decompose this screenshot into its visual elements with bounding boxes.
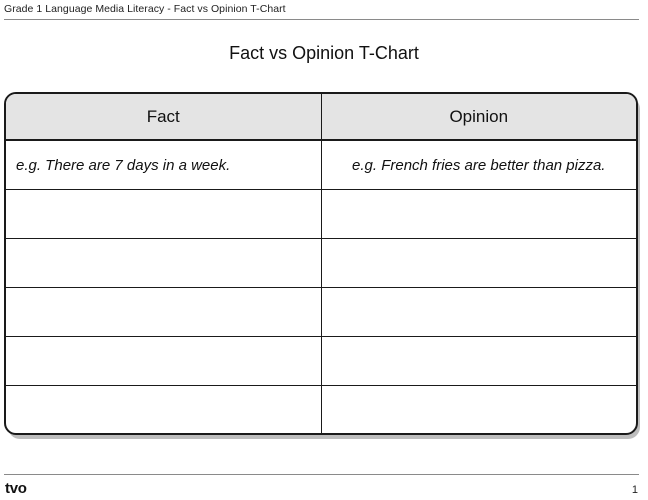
table-row [6, 288, 636, 337]
table-row [6, 239, 636, 288]
table-row [6, 190, 636, 239]
opinion-cell [321, 239, 636, 288]
opinion-cell: e.g. French fries are better than pizza. [352, 156, 606, 174]
table-row [6, 337, 636, 386]
t-chart-table [6, 94, 636, 434]
t-chart [4, 92, 638, 435]
fact-cell [6, 190, 321, 239]
tvo-logo: tvo [5, 480, 27, 497]
column-header-fact: Fact [6, 94, 321, 140]
header-divider [4, 19, 639, 20]
fact-cell [6, 386, 321, 435]
t-chart-header-row [6, 94, 636, 140]
page-number: 1 [631, 484, 638, 496]
fact-cell [6, 239, 321, 288]
table-row [6, 386, 636, 435]
opinion-cell [321, 288, 636, 337]
fact-cell: e.g. There are 7 days in a week. [6, 140, 321, 190]
page-title: Fact vs Opinion T-Chart [229, 43, 419, 63]
column-header-opinion: Opinion [321, 94, 636, 140]
opinion-cell [321, 386, 636, 435]
table-row [6, 140, 636, 190]
fact-cell [6, 288, 321, 337]
opinion-cell [321, 337, 636, 386]
footer-divider [4, 474, 639, 475]
opinion-cell [321, 190, 636, 239]
document-header-title: Grade 1 Language Media Literacy - Fact vs Opinion T-Chart [4, 3, 286, 15]
fact-cell [6, 337, 321, 386]
